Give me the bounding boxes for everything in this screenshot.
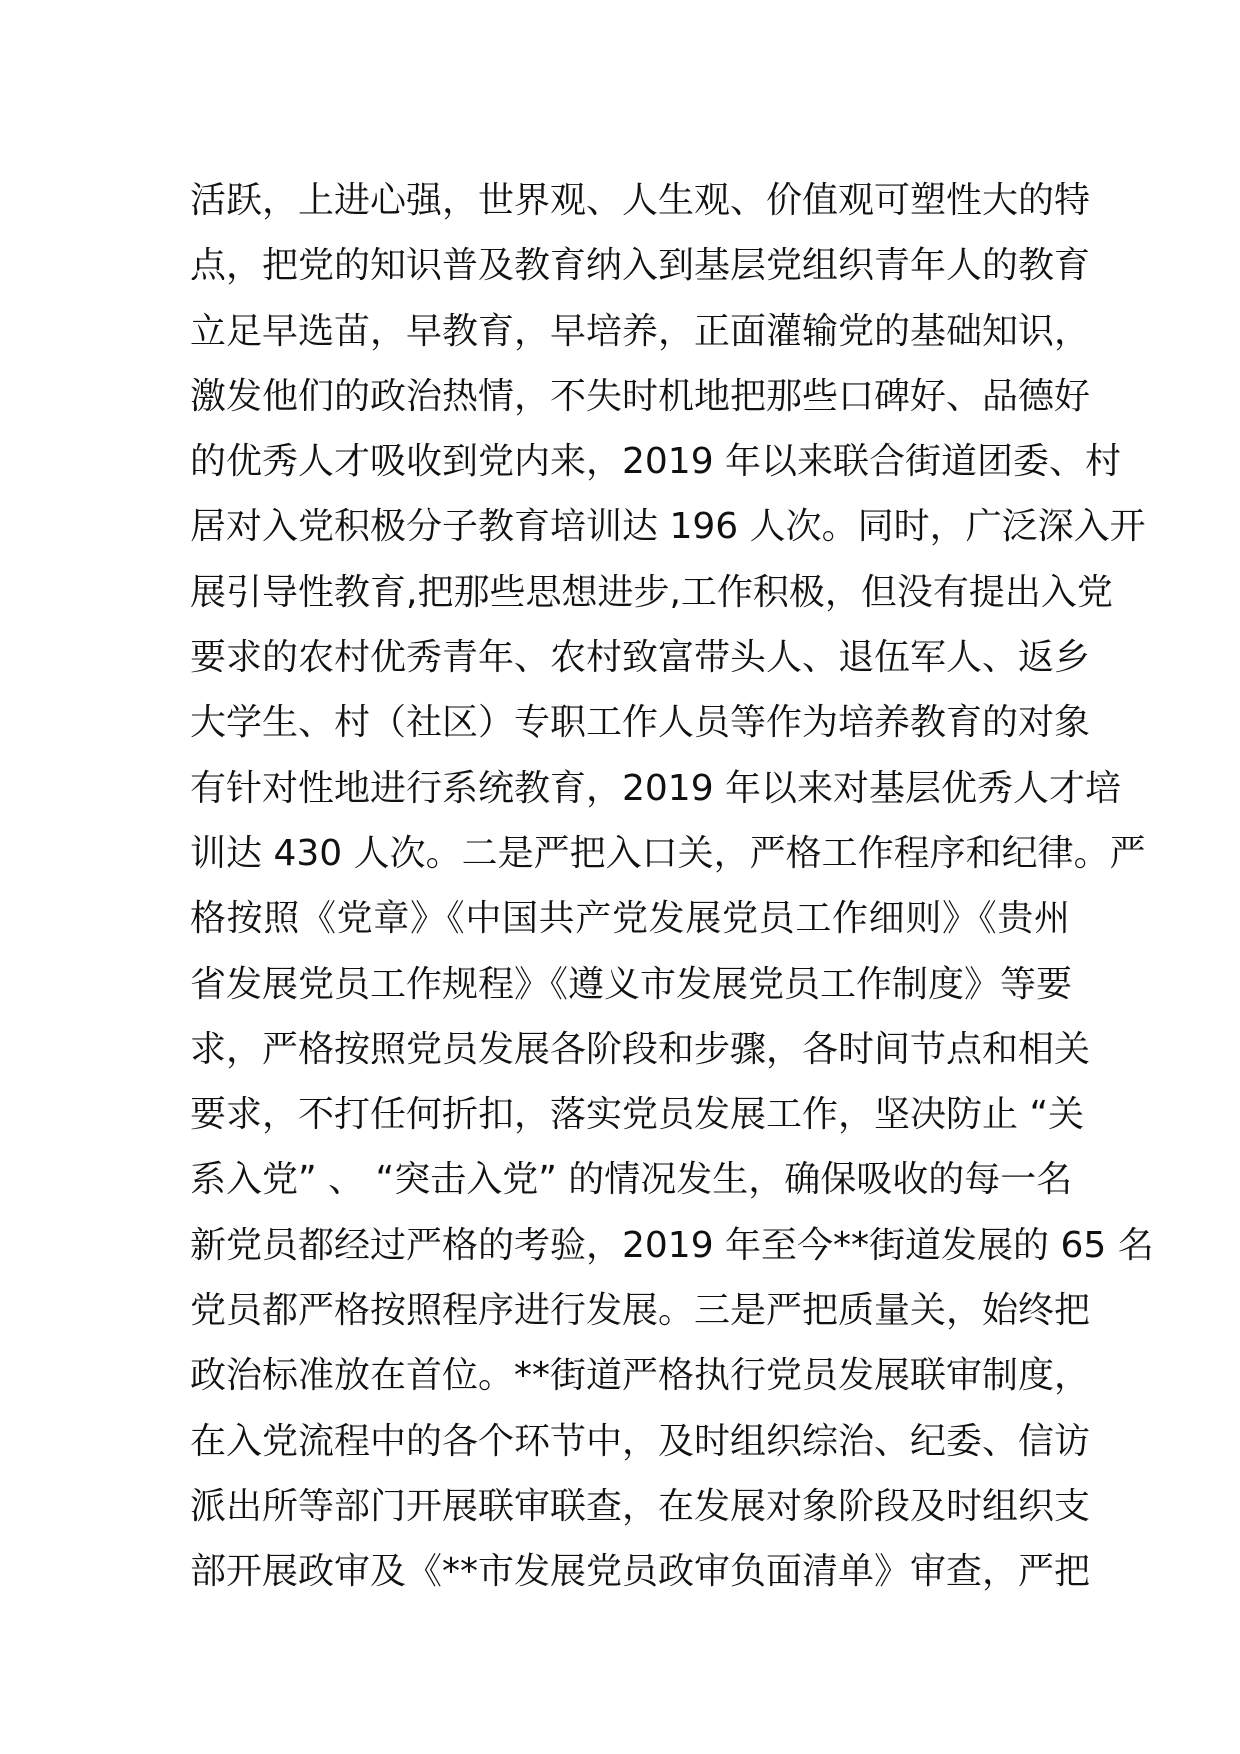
text-line: 点，把党的知识普及教育纳入到基层党组织青年人的教育 xyxy=(190,245,1091,287)
text-line: 居对入党积极分子教育培训达 196 人次。同时，广泛深入开 xyxy=(190,506,1146,548)
text-line: 政治标准放在首位。**街道严格执行党员发展联审制度， xyxy=(190,1355,1091,1397)
text-line: 活跃，上进心强，世界观、人生观、价值观可塑性大的特 xyxy=(190,180,1091,221)
text-line: 训达 430 人次。二是严把入口关，严格工作程序和纪律。严 xyxy=(190,832,1146,874)
body-paragraph xyxy=(190,168,1154,1605)
text-line: 要求，不打任何折扣，落实党员发展工作，坚决防止 “关 xyxy=(190,1094,1085,1136)
text-line: 系入党” 、 “突击入党” 的情况发生，确保吸收的每一名 xyxy=(190,1159,1073,1201)
text-line: 派出所等部门开展联审联查，在发展对象阶段及时组织支 xyxy=(190,1485,1091,1527)
text-line: 要求的农村优秀青年、农村致富带头人、退伍军人、返乡 xyxy=(190,637,1091,679)
text-line: 求，严格按照党员发展各阶段和步骤，各时间节点和相关 xyxy=(190,1028,1091,1070)
text-line: 激发他们的政治热情，不失时机地把那些口碑好、品德好 xyxy=(190,375,1091,417)
text-line: 省发展党员工作规程》《遵义市发展党员工作制度》等要 xyxy=(190,963,1073,1005)
text-line: 在入党流程中的各个环节中，及时组织综治、纪委、信访 xyxy=(190,1420,1091,1462)
text-line: 立足早选苗，早教育，早培养，正面灌输党的基础知识， xyxy=(190,310,1091,352)
text-line: 部开展政审及《**市发展党员政审负面清单》审查，严把 xyxy=(190,1551,1091,1593)
text-line: 展引导性教育,把那些思想进步,工作积极，但没有提出入党 xyxy=(190,571,1113,613)
text-line: 新党员都经过严格的考验，2019 年至今**街道发展的 65 名 xyxy=(190,1224,1154,1266)
text-line: 的优秀人才吸收到党内来，2019 年以来联合街道团委、村 xyxy=(190,441,1122,483)
text-line: 大学生、村（社区）专职工作人员等作为培养教育的对象 xyxy=(190,702,1091,744)
text-line: 党员都严格按照程序进行发展。三是严把质量关，始终把 xyxy=(190,1290,1091,1332)
text-line: 有针对性地进行系统教育，2019 年以来对基层优秀人才培 xyxy=(190,767,1122,809)
text-line: 格按照《党章》《中国共产党发展党员工作细则》《贵州 xyxy=(190,898,1070,940)
